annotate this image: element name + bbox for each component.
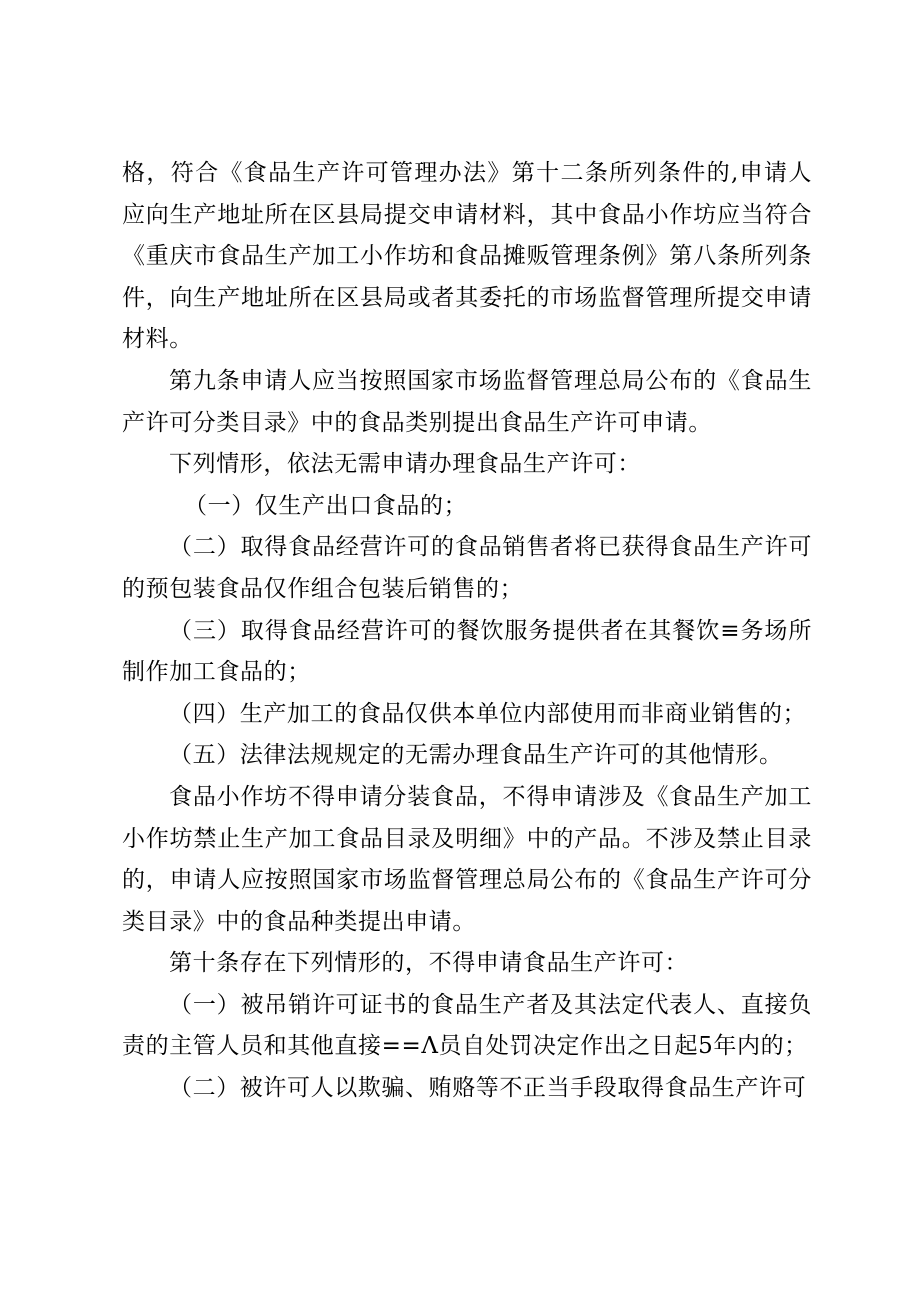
paragraph-exemption-item-4: （四）生产加工的食品仅供本单位内部使用而非商业销售的； bbox=[169, 700, 807, 727]
paragraph-exemption-intro: 下列情形，依法无需申请办理食品生产许可： bbox=[169, 451, 641, 478]
paragraph-article10: 第十条存在下列情形的，不得申请食品生产许可： bbox=[169, 950, 689, 977]
paragraph-exemption-item-2: （二）取得食品经营许可的食品销售者将已获得食品生产许可的预包装食品仅作组合包装后销售的； bbox=[122, 534, 812, 602]
paragraph-article9: 第九条申请人应当按照国家市场监督管理总局公布的《食品生产许可分类目录》中的食品类别提出食品生产许可申请。 bbox=[122, 367, 812, 436]
paragraph-exemption-item-5: （五）法律法规规定的无需办理食品生产许可的其他情形。 bbox=[169, 742, 783, 769]
paragraph-exemption-item-1: （一）仅生产出口食品的； bbox=[184, 492, 468, 519]
paragraph-exemption-item-3: （三）取得食品经营许可的餐饮服务提供者在其餐饮≡务场所制作加工食品的； bbox=[122, 617, 812, 686]
paragraph-article8-continued: 格，符合《食品生产许可管理办法》第十二条所列条件的,申请人应向生产地址所在区县局提交申请材料，其中食品小作坊应当符合《重庆市食品生产加工小作坊和食品摊贩管理条例》第八条所列条件，向生产地址所在区县局或者其委托的市场监督管理所提交申请材料。 bbox=[122, 160, 812, 353]
paragraph-denial-item-1: （一）被吊销许可证书的食品生产者及其法定代表人、直接负责的主管人员和其他直接==Λ员自处罚决定作出之日起5年内的； bbox=[122, 991, 812, 1060]
paragraph-workshop-restriction: 食品小作坊不得申请分装食品，不得申请涉及《食品生产加工小作坊禁止生产加工食品目录及明细》中的产品。不涉及禁止目录的，申请人应按照国家市场监督管理总局公布的《食品生产许可分类目录》中的食品种类提出申请。 bbox=[122, 783, 812, 935]
document-body bbox=[122, 153, 812, 1110]
paragraph-denial-item-2: （二）被许可人以欺骗、贿赂等不正当手段取得食品生产许可 bbox=[169, 1075, 807, 1102]
